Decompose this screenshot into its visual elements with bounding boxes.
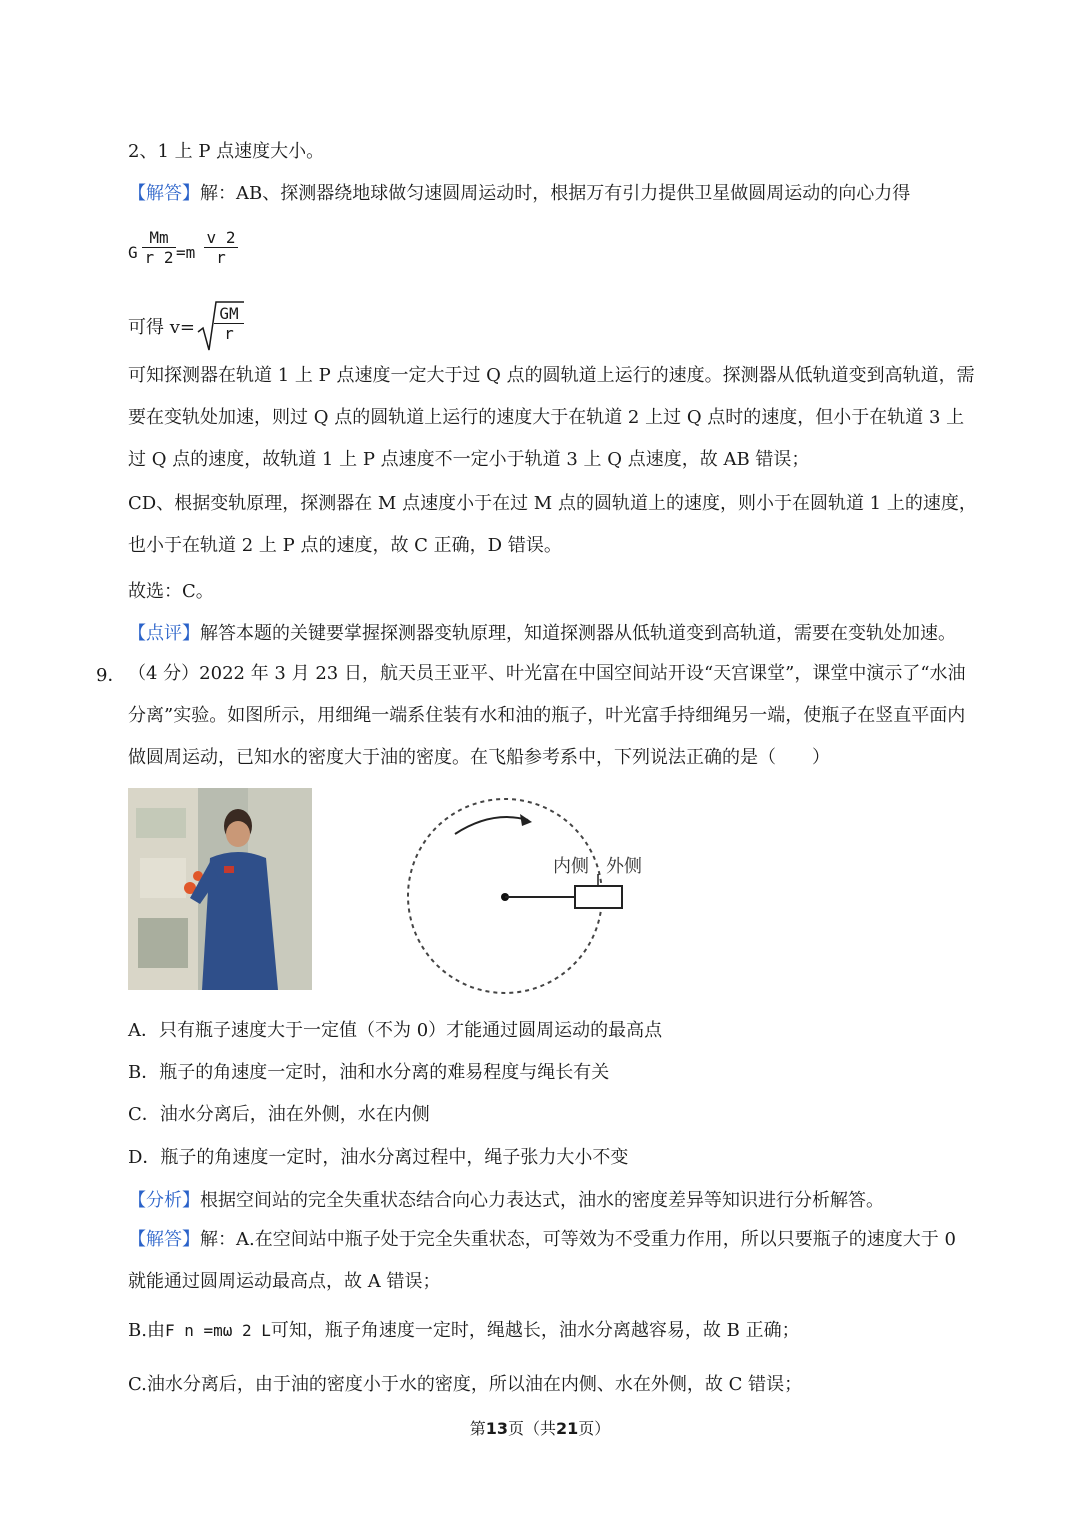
fraction-mm-r2 — [142, 228, 176, 267]
answer-intro — [128, 179, 910, 205]
answer-text: 解：AB、探测器绕地球做匀速圆周运动时，根据万有引力提供卫星做圆周运动的向心力得 — [200, 183, 911, 204]
formula-prefix: 可得 v= — [128, 317, 195, 338]
fraction-gm-r — [214, 304, 244, 343]
denominator: r — [204, 247, 238, 267]
option-b: B．瓶子的角速度一定时，油和水分离的难易程度与绳长有关 — [128, 1062, 610, 1083]
rotation-arrow — [455, 817, 528, 834]
option-d: D．瓶子的角速度一定时，油水分离过程中，绳子张力大小不变 — [128, 1147, 629, 1168]
line-b — [128, 1316, 800, 1342]
numerator: GM — [219, 304, 239, 323]
astronaut-photo — [128, 788, 312, 990]
line-b-formula: F n =mω 2 L — [164, 1321, 271, 1340]
footer-post: 页） — [578, 1419, 611, 1438]
paragraph-ab: 可知探测器在轨道 1 上 P 点速度一定大于过 Q 点的圆轨道上运行的速度。探测器从低轨道变到高轨道，需要在变轨处加速，则过 Q 点的圆轨道上运行的速度大于在轨道 2 上过 Q 点时的速度，但小于在轨道 3 上过 Q 点的速度，故轨道 1 上 P 点速度不一定小于轨道 3 上 Q 点速度，故 AB 错误； — [128, 365, 975, 470]
line-c: C.油水分离后，由于油的密度小于水的密度，所以油在内侧、水在外侧，故 C 错误； — [128, 1374, 803, 1395]
page-number: 13 — [485, 1419, 508, 1438]
question-number: 9． — [96, 665, 126, 686]
paragraph-cd: CD、根据变轨原理，探测器在 M 点速度小于在过 M 点的圆轨道上的速度，则小于在圆轨道 1 上的速度，也小于在轨道 2 上 P 点的速度，故 C 正确，D 错误。 — [128, 493, 977, 556]
analysis-tag: 【分析】 — [128, 1190, 200, 1211]
page-footer — [0, 1416, 1080, 1439]
circular-motion-diagram — [400, 782, 660, 1000]
option-c: C．油水分离后，油在外侧，水在内侧 — [128, 1104, 430, 1125]
answer2-text: 解：A.在空间站中瓶子处于完全失重状态，可等效为不受重力作用，所以只要瓶子的速度大于 0 就能通过圆周运动最高点，故 A 错误； — [128, 1229, 956, 1292]
answer-tag: 【解答】 — [128, 183, 200, 204]
numerator: Mm — [149, 228, 169, 247]
line-b-suffix: 可知，瓶子角速度一定时，绳越长，油水分离越容易，故 B 正确； — [270, 1320, 800, 1341]
inner-side-label: 内侧 — [553, 856, 589, 877]
bottle-rect — [575, 886, 622, 908]
choice-line: 故选：C。 — [128, 581, 214, 602]
formula-g: G — [128, 243, 138, 262]
denominator: r 2 — [142, 247, 176, 267]
formula-eq: =m — [176, 243, 196, 262]
photo-illustration — [128, 788, 312, 990]
footer-mid: 页（共 — [507, 1419, 556, 1438]
comment-text: 解答本题的关键要掌握探测器变轨原理，知道探测器从低轨道变到高轨道，需要在变轨处加速。 — [200, 623, 956, 644]
comment-tag: 【点评】 — [128, 623, 200, 644]
outer-side-label: 外侧 — [606, 856, 642, 877]
arrow-head-icon — [520, 814, 532, 826]
denominator: r — [214, 323, 244, 343]
answer2-tag: 【解答】 — [128, 1229, 200, 1250]
analysis-text: 根据空间站的完全失重状态结合向心力表达式，油水的密度差异等知识进行分析解答。 — [200, 1190, 884, 1211]
line-b-prefix: B.由 — [128, 1320, 165, 1341]
text-line: 2、1 上 P 点速度大小。 — [128, 141, 325, 162]
footer-pre: 第 — [469, 1419, 486, 1438]
fraction-v2-r — [204, 228, 238, 267]
comment-line — [128, 619, 956, 645]
total-pages: 21 — [556, 1419, 579, 1438]
question-text: （4 分）2022 年 3 月 23 日，航天员王亚平、叶光富在中国空间站开设“天宫课堂”，课堂中演示了“水油分离”实验。如图所示，用细绳一端系住装有水和油的瓶子，叶光富手持细绳另一端，使瓶子在竖直平面内做圆周运动，已知水的密度大于油的密度。在飞船参考系中，下列说法正确的是（ ） — [128, 663, 966, 768]
option-a: A．只有瓶子速度大于一定值（不为 0）才能通过圆周运动的最高点 — [128, 1020, 663, 1041]
answer2-paragraph — [128, 1219, 978, 1303]
numerator: v 2 — [206, 228, 236, 247]
analysis-line — [128, 1186, 884, 1212]
